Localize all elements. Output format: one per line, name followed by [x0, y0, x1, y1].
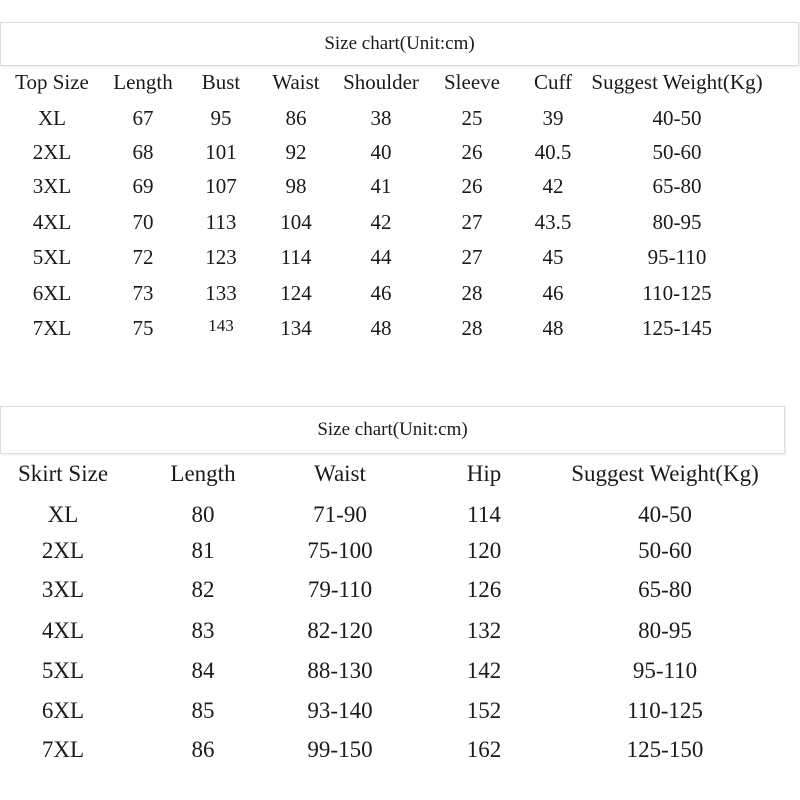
table-cell: 95-110 — [647, 245, 707, 269]
table-cell: 46 — [542, 281, 564, 305]
table-cell: 75-100 — [307, 538, 373, 563]
table-cell: 26 — [461, 140, 483, 164]
table-row — [0, 658, 800, 688]
table-cell: 5XL — [41, 658, 85, 683]
table-row — [0, 577, 800, 607]
table-cell: 40 — [370, 140, 392, 164]
column-header: Suggest Weight(Kg) — [591, 70, 763, 94]
table-cell: 125-150 — [626, 737, 704, 762]
table-cell: 110-125 — [642, 281, 712, 305]
table-cell: 43.5 — [534, 210, 572, 234]
table-cell: 83 — [191, 618, 215, 643]
table-cell: 99-150 — [307, 737, 373, 762]
table-row — [0, 281, 800, 311]
header-row — [0, 70, 800, 100]
table-cell: 82-120 — [307, 618, 373, 643]
table-cell: 72 — [132, 245, 154, 269]
table-cell: 80 — [191, 502, 215, 527]
table-cell: 40-50 — [638, 502, 692, 527]
column-header: Length — [113, 70, 173, 94]
column-header: Suggest Weight(Kg) — [571, 461, 759, 486]
top-size-chart-title: Size chart(Unit:cm) — [0, 22, 799, 66]
table-cell: 44 — [370, 245, 392, 269]
table-cell: 120 — [466, 538, 502, 563]
skirt-size-chart-title: Size chart(Unit:cm) — [0, 406, 785, 454]
column-header: Sleeve — [444, 70, 500, 94]
table-cell: 2XL — [32, 140, 72, 164]
table-row — [0, 538, 800, 568]
table-cell: 133 — [205, 281, 237, 305]
table-row — [0, 106, 800, 136]
table-cell: 114 — [467, 502, 501, 527]
table-cell: 134 — [280, 316, 312, 340]
table-cell: XL — [38, 106, 66, 130]
table-cell: XL — [47, 502, 79, 527]
table-row — [0, 698, 800, 728]
table-cell: 80-95 — [638, 618, 692, 643]
table-cell: 41 — [370, 174, 392, 198]
table-cell: 80-95 — [652, 210, 702, 234]
table-cell: 84 — [191, 658, 215, 683]
header-row — [0, 461, 800, 491]
table-cell: 46 — [370, 281, 392, 305]
table-cell: 71-90 — [313, 502, 367, 527]
table-cell: 42 — [370, 210, 392, 234]
table-cell: 26 — [461, 174, 483, 198]
table-cell: 4XL — [41, 618, 85, 643]
table-row — [0, 140, 800, 170]
table-cell: 95-110 — [632, 658, 698, 683]
column-header: Cuff — [533, 70, 573, 94]
table-cell: 68 — [132, 140, 154, 164]
table-cell: 27 — [461, 245, 483, 269]
table-cell: 70 — [132, 210, 154, 234]
column-header: Shoulder — [343, 70, 419, 94]
column-header: Length — [170, 461, 236, 486]
table-cell: 98 — [285, 174, 307, 198]
table-cell: 85 — [191, 698, 215, 723]
table-cell: 48 — [542, 316, 564, 340]
table-cell: 73 — [132, 281, 154, 305]
table-cell: 40-50 — [652, 106, 702, 130]
table-cell: 25 — [461, 106, 483, 130]
table-cell: 28 — [461, 281, 483, 305]
table-cell: 7XL — [32, 316, 72, 340]
table-cell: 123 — [205, 245, 237, 269]
table-cell: 93-140 — [307, 698, 373, 723]
table-cell: 143 — [208, 316, 234, 335]
table-row — [0, 316, 800, 346]
table-cell: 6XL — [32, 281, 72, 305]
table-cell: 5XL — [32, 245, 72, 269]
table-cell: 65-80 — [638, 577, 692, 602]
column-header: Waist — [314, 461, 366, 486]
table-cell: 65-80 — [652, 174, 702, 198]
table-cell: 107 — [205, 174, 237, 198]
table-cell: 45 — [542, 245, 564, 269]
table-cell: 95 — [210, 106, 232, 130]
table-row — [0, 737, 800, 767]
table-row — [0, 618, 800, 648]
table-cell: 50-60 — [652, 140, 702, 164]
table-cell: 125-145 — [642, 316, 712, 340]
table-cell: 7XL — [41, 737, 85, 762]
table-cell: 50-60 — [638, 538, 692, 563]
column-header: Top Size — [15, 70, 89, 94]
table-cell: 162 — [466, 737, 502, 762]
table-cell: 82 — [191, 577, 215, 602]
table-cell: 86 — [285, 106, 307, 130]
table-cell: 38 — [370, 106, 392, 130]
table-cell: 6XL — [41, 698, 85, 723]
column-header: Hip — [466, 461, 502, 486]
table-cell: 142 — [466, 658, 502, 683]
table-cell: 92 — [285, 140, 307, 164]
table-cell: 124 — [280, 281, 312, 305]
table-cell: 28 — [461, 316, 483, 340]
table-cell: 69 — [132, 174, 154, 198]
table-cell: 40.5 — [534, 140, 572, 164]
table-cell: 75 — [132, 316, 154, 340]
table-row — [0, 210, 800, 240]
table-cell: 113 — [205, 210, 237, 234]
table-cell: 67 — [132, 106, 154, 130]
column-header: Skirt Size — [17, 461, 109, 486]
table-row — [0, 245, 800, 275]
table-cell: 110-125 — [627, 698, 703, 723]
table-cell: 126 — [466, 577, 502, 602]
table-cell: 27 — [461, 210, 483, 234]
table-cell: 132 — [466, 618, 502, 643]
table-cell: 104 — [280, 210, 312, 234]
table-cell: 152 — [466, 698, 502, 723]
table-cell: 114 — [280, 245, 312, 269]
table-cell: 3XL — [41, 577, 85, 602]
table-cell: 39 — [542, 106, 564, 130]
table-cell: 101 — [205, 140, 237, 164]
table-cell: 2XL — [41, 538, 85, 563]
column-header: Waist — [272, 70, 320, 94]
table-cell: 86 — [191, 737, 215, 762]
table-cell: 3XL — [32, 174, 72, 198]
table-cell: 42 — [542, 174, 564, 198]
table-cell: 88-130 — [307, 658, 373, 683]
column-header: Bust — [201, 70, 241, 94]
table-cell: 79-110 — [307, 577, 373, 602]
table-row — [0, 502, 800, 532]
table-row — [0, 174, 800, 204]
table-cell: 81 — [191, 538, 215, 563]
table-cell: 48 — [370, 316, 392, 340]
table-cell: 4XL — [32, 210, 72, 234]
